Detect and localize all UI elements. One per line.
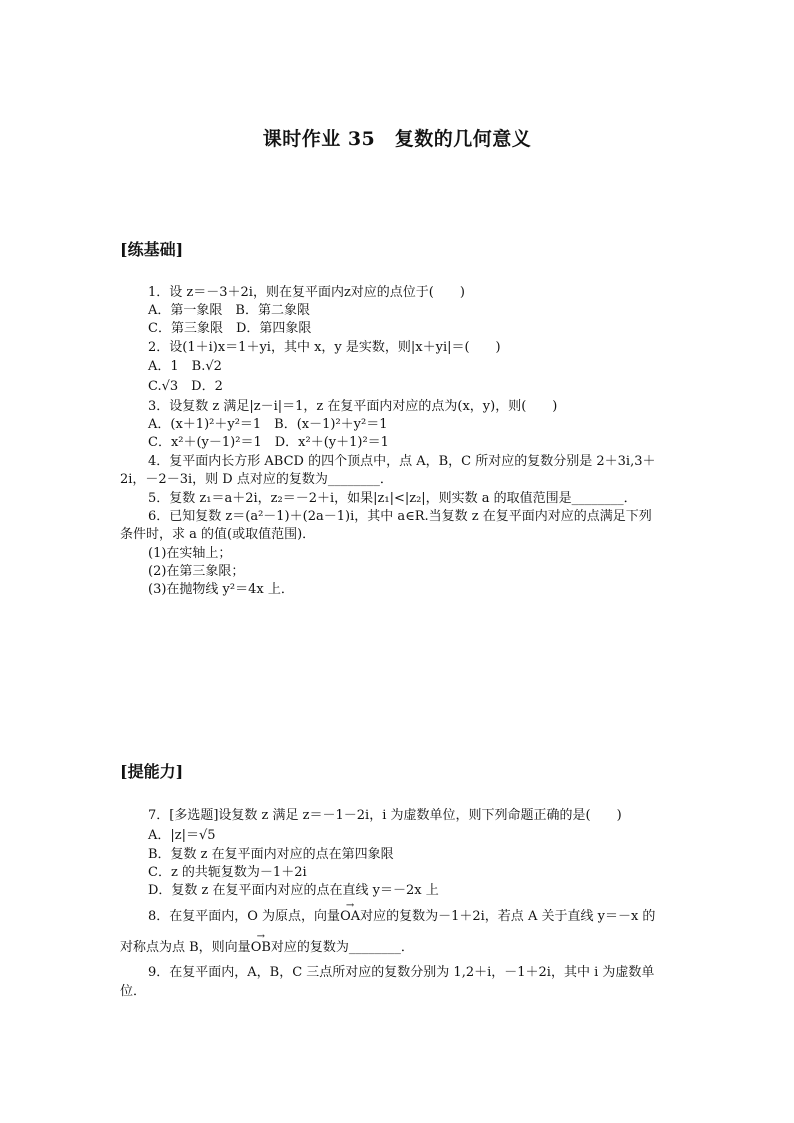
section-basic-heading: [练基础] xyxy=(120,240,184,259)
vector-oa: → OA xyxy=(340,908,360,926)
q6-part1: (1)在实轴上； xyxy=(148,546,232,561)
q7-option-b: B．复数 z 在复平面内对应的点在第四象限 xyxy=(148,847,394,862)
q6-stem-line1: 6．已知复数 z＝(a²－1)＋(2a－1)i，其中 a∈R.当复数 z 在复平面内对应的点满足下列 xyxy=(148,509,652,524)
q2-options-cd: C.√3 D．2 xyxy=(148,379,223,394)
q9-stem-line2: 位． xyxy=(120,984,147,999)
q7-option-c: C．z 的共轭复数为－1＋2i xyxy=(148,865,307,880)
q7-option-d: D．复数 z 在复平面内对应的点在直线 y＝－2x 上 xyxy=(148,883,439,898)
q6-part3: (3)在抛物线 y²＝4x 上． xyxy=(148,582,294,597)
q8-text-part2: 对应的复数为－1＋2i，若点 A 关于直线 y＝－x 的 xyxy=(360,909,656,924)
q3-options-cd: C．x²＋(y－1)²＝1 D．x²＋(y＋1)²＝1 xyxy=(148,435,389,450)
q8-text-part4: 对应的复数为________． xyxy=(270,940,414,955)
q9-stem-line1: 9．在复平面内，A，B，C 三点所对应的复数分别为 1,2＋i，－1＋2i，其中 i 为虚数单 xyxy=(148,965,655,980)
q1-options-ab: A．第一象限 B．第二象限 xyxy=(148,303,310,318)
q8-text-part3: 对称点为点 B，则向量 xyxy=(120,940,251,955)
q6-stem-line2: 条件时，求 a 的值(或取值范围)． xyxy=(120,527,316,542)
q1-stem: 1．设 z＝－3＋2i，则在复平面内z对应的点位于( ) xyxy=(148,285,465,300)
q4-stem-line2: 2i，－2－3i，则 D 点对应的复数为________． xyxy=(120,472,393,487)
q8-stem-line2 xyxy=(120,939,414,957)
q2-stem: 2．设(1＋i)x＝1＋yi，其中 x，y 是实数，则|x＋yi|＝( ) xyxy=(148,340,501,355)
q7-stem: 7．[多选题]设复数 z 满足 z＝－1－2i，i 为虚数单位，则下列命题正确的是( ) xyxy=(148,808,622,823)
q8-stem-line1 xyxy=(148,908,655,926)
q2-options-ab: A．1 B.√2 xyxy=(148,359,222,374)
vector-ob: → OB xyxy=(251,939,271,957)
q4-stem-line1: 4．复平面内长方形 ABCD 的四个顶点中，点 A，B，C 所对应的复数分别是 2＋3i,3＋ xyxy=(148,454,656,469)
q7-option-a: A．|z|＝√5 xyxy=(148,828,216,843)
page-title: 课时作业 35 复数的几何意义 xyxy=(262,128,532,150)
q6-part2: (2)在第三象限； xyxy=(148,564,245,579)
q3-options-ab: A．(x＋1)²＋y²＝1 B．(x－1)²＋y²＝1 xyxy=(148,417,388,432)
q1-options-cd: C．第三象限 D．第四象限 xyxy=(148,321,312,336)
section-advanced-heading: [提能力] xyxy=(120,762,184,781)
q5-stem: 5．复数 z₁＝a＋2i，z₂＝－2＋i，如果|z₁|<|z₂|，则实数 a 的取值范围是________． xyxy=(148,491,637,506)
q8-text-part1: 8．在复平面内，O 为原点，向量 xyxy=(148,909,341,924)
q3-stem: 3．设复数 z 满足|z－i|＝1，z 在复平面内对应的点为(x，y)，则( ) xyxy=(148,399,558,414)
